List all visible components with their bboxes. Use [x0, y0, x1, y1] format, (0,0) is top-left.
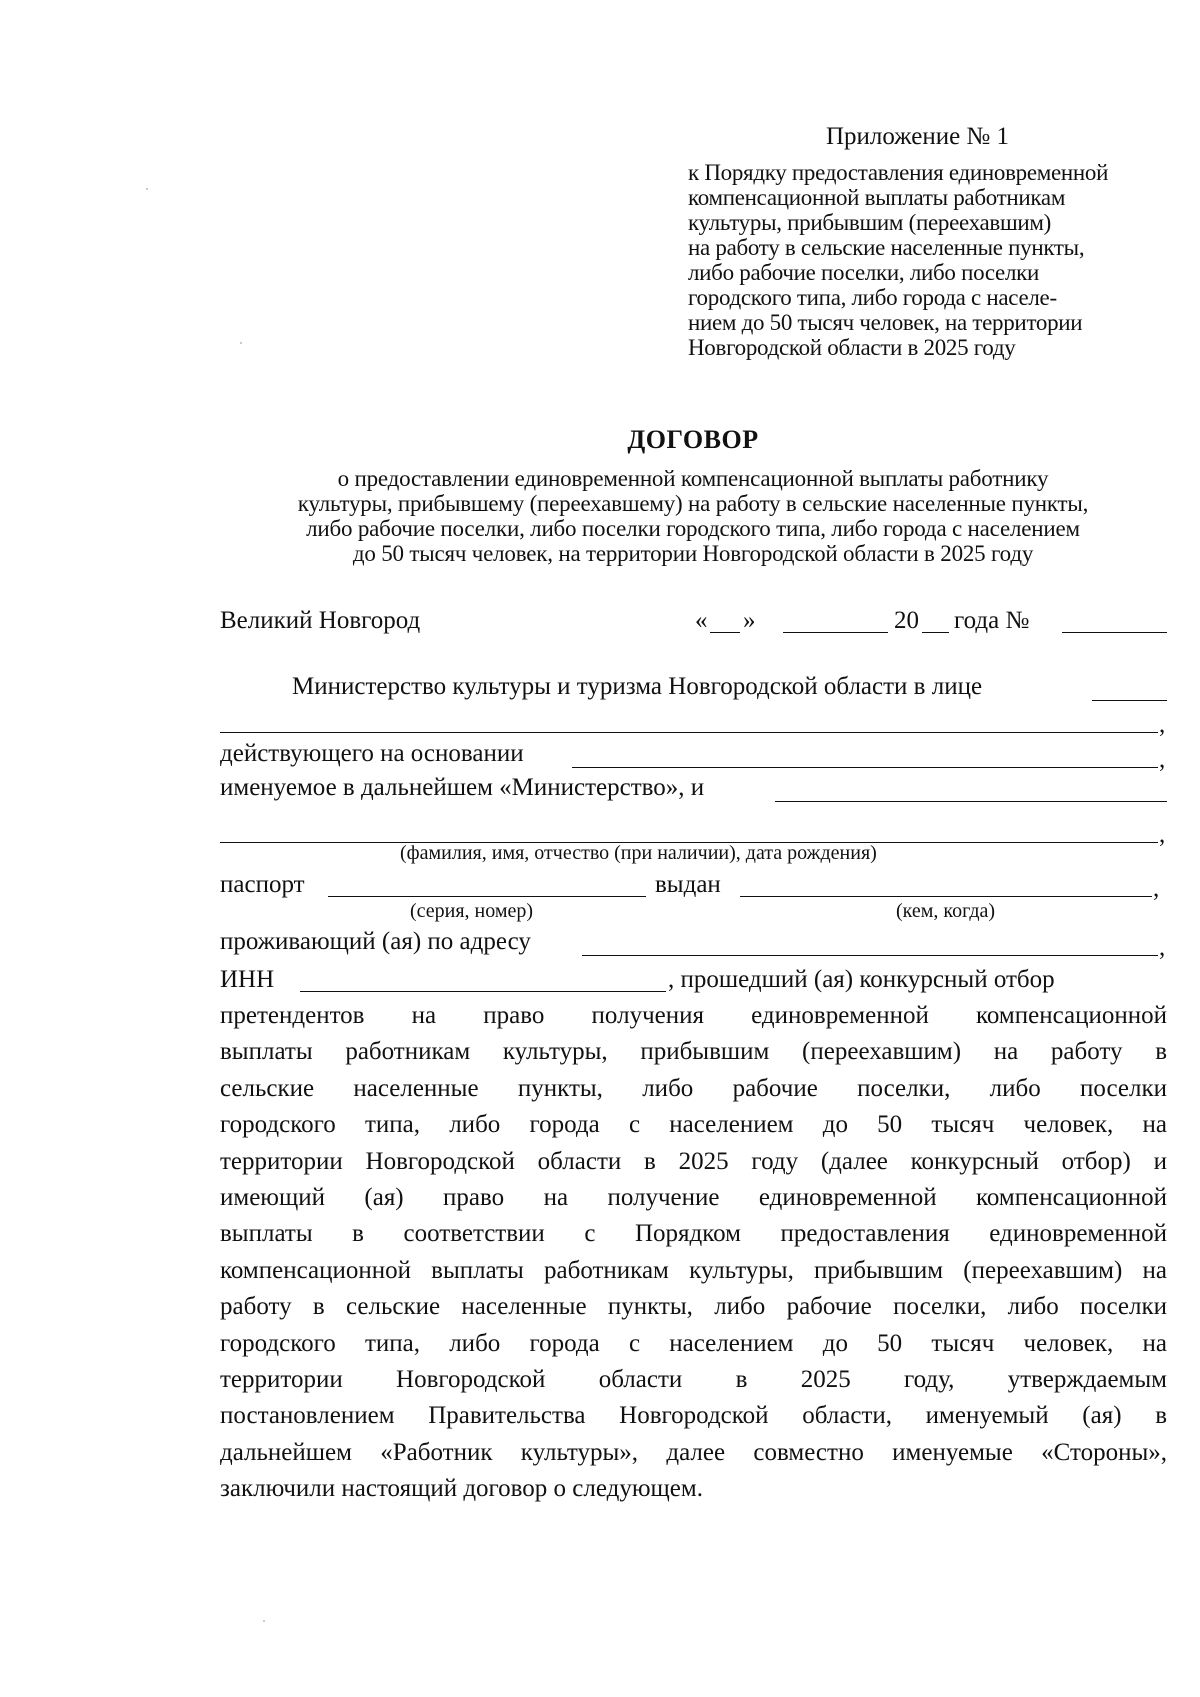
- fio-hint: (фамилия, имя, отчество (при наличии), дата рождения): [400, 842, 877, 864]
- day-field[interactable]: [710, 632, 740, 633]
- paragraph-line: дальнейшем «Работник культуры», далее совместно именуемые «Стороны»,: [220, 1438, 1167, 1466]
- series-hint: (серия, номер): [410, 900, 534, 922]
- issued-hint: (кем, когда): [896, 900, 996, 922]
- paragraph-line: городского типа, либо города с населением до 50 тысяч человек, на: [220, 1111, 1167, 1139]
- paragraph-line: выплаты в соответствии с Порядком предоставления единовременной: [220, 1220, 1167, 1248]
- paragraph-line: городского типа, либо города с населением до 50 тысяч человек, на: [220, 1329, 1167, 1357]
- paragraph-line: сельские населенные пункты, либо рабочие поселки, либо поселки: [220, 1074, 1167, 1102]
- year-prefix: 20: [894, 607, 919, 634]
- document-title: ДОГОВОР: [627, 425, 759, 454]
- document-subtitle: [200, 466, 1186, 566]
- comma: ,: [1159, 711, 1166, 738]
- paragraph-last-line: заключили настоящий договор о следующем.: [220, 1475, 703, 1503]
- annex-line: Новгородской области в 2025 году: [688, 335, 1016, 360]
- annex-title: Приложение № 1: [826, 123, 1010, 150]
- passport-label: паспорт: [220, 871, 305, 898]
- paragraph-line: постановлением Правительства Новгородской области, именуемый (ая) в: [220, 1402, 1167, 1430]
- year-field[interactable]: [922, 632, 949, 633]
- inn-field[interactable]: [300, 991, 666, 992]
- contract-preamble: [220, 998, 1167, 1508]
- representative-field-cont[interactable]: [220, 732, 1158, 733]
- inn-label: ИНН: [220, 966, 275, 993]
- issued-label: выдан: [655, 871, 721, 898]
- annex-line: либо рабочие поселки, либо поселки: [688, 260, 1040, 285]
- subtitle-line: либо рабочие поселки, либо поселки городского типа, либо города с населением: [306, 516, 1080, 541]
- passport-issued-field[interactable]: [740, 896, 1152, 897]
- annex-reference: [688, 160, 1168, 360]
- annex-line: компенсационной выплаты работникам: [688, 185, 1066, 210]
- subtitle-line: до 50 тысяч человек, на территории Новгородской области в 2025 году: [352, 541, 1034, 566]
- annex-line: к Порядку предоставления единовременной: [688, 160, 1109, 185]
- comma: ,: [1159, 746, 1166, 773]
- quote-open: «: [695, 607, 708, 634]
- paragraph-line: компенсационной выплаты работникам культуры, прибывшим (переехавшим) на: [220, 1256, 1167, 1284]
- representative-field[interactable]: [1092, 700, 1167, 701]
- contract-number-field[interactable]: [1062, 632, 1167, 633]
- annex-line: культуры, прибывшим (переехавшим): [688, 210, 1051, 235]
- address-label: проживающий (ая) по адресу: [220, 928, 531, 955]
- paragraph-first-line: , прошедший (ая) конкурсный отбор: [668, 966, 1055, 993]
- address-field[interactable]: [582, 955, 1158, 956]
- worker-name-field[interactable]: [775, 801, 1167, 802]
- acting-basis-label: действующего на основании: [220, 740, 524, 767]
- scan-speck: [146, 188, 148, 190]
- comma: ,: [1153, 875, 1160, 902]
- paragraph-line: имеющий (ая) право на получение единовременной компенсационной: [220, 1184, 1167, 1212]
- passport-series-field[interactable]: [328, 896, 646, 897]
- month-field[interactable]: [783, 632, 888, 633]
- scan-speck: [240, 342, 242, 344]
- subtitle-line: о предоставлении единовременной компенсационной выплаты работнику: [337, 466, 1049, 491]
- comma: ,: [1159, 934, 1166, 961]
- quote-close: »: [743, 607, 756, 634]
- ministry-text: Министерство культуры и туризма Новгородской области в лице: [292, 673, 983, 700]
- comma: ,: [1159, 821, 1166, 848]
- scan-speck: [263, 1620, 265, 1622]
- paragraph-line: территории Новгородской области в 2025 году (далее конкурсный отбор) и: [220, 1147, 1167, 1175]
- paragraph-line: работу в сельские населенные пункты, либо рабочие поселки, либо поселки: [220, 1293, 1167, 1321]
- subtitle-line: культуры, прибывшему (переехавшему) на работу в сельские населенные пункты,: [297, 491, 1089, 516]
- year-number-label: года №: [954, 607, 1030, 634]
- named-ministry-label: именуемое в дальнейшем «Министерство», и: [220, 774, 705, 801]
- annex-line: городского типа, либо города с населе-: [688, 285, 1057, 310]
- acting-basis-field[interactable]: [572, 767, 1158, 768]
- paragraph-line: территории Новгородской области в 2025 году, утверждаемым: [220, 1366, 1167, 1394]
- annex-line: нием до 50 тысяч человек, на территории: [688, 310, 1083, 335]
- paragraph-line: претендентов на право получения единовременной компенсационной: [220, 1002, 1167, 1029]
- paragraph-line: выплаты работникам культуры, прибывшим (переехавшим) на работу в: [220, 1038, 1167, 1066]
- city-name: Великий Новгород: [220, 607, 421, 634]
- annex-line: на работу в сельские населенные пункты,: [688, 235, 1085, 260]
